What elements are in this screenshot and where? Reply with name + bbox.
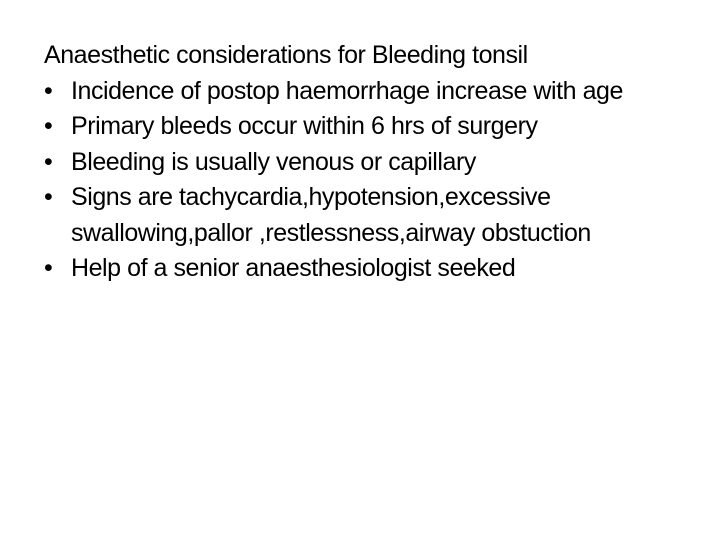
bullet-icon: •: [44, 76, 53, 105]
bullet-item: [44, 251, 694, 287]
bullet-item: [44, 74, 694, 110]
bullet-text: Help of a senior anaesthesiologist seeked: [71, 254, 516, 282]
bullet-icon: •: [44, 254, 53, 282]
bullet-icon: •: [44, 147, 53, 176]
bullet-list: [44, 74, 694, 287]
bullet-item: [44, 180, 694, 251]
bullet-icon: •: [44, 112, 53, 140]
bullet-text: Incidence of postop haemorrhage increase with age: [71, 76, 623, 105]
bullet-text: Bleeding is usually venous or capillary: [71, 147, 476, 176]
bullet-text: Signs are tachycardia,hypotension,excessive swallowing,pallor ,restlessness,airway obstuction: [71, 183, 591, 247]
slide-content: [44, 38, 694, 287]
slide-title: Anaesthetic considerations for Bleeding tonsil: [44, 41, 528, 69]
bullet-icon: •: [44, 183, 53, 211]
bullet-text: Primary bleeds occur within 6 hrs of surgery: [71, 112, 538, 140]
bullet-item: [44, 109, 694, 145]
bullet-item: [44, 145, 694, 181]
